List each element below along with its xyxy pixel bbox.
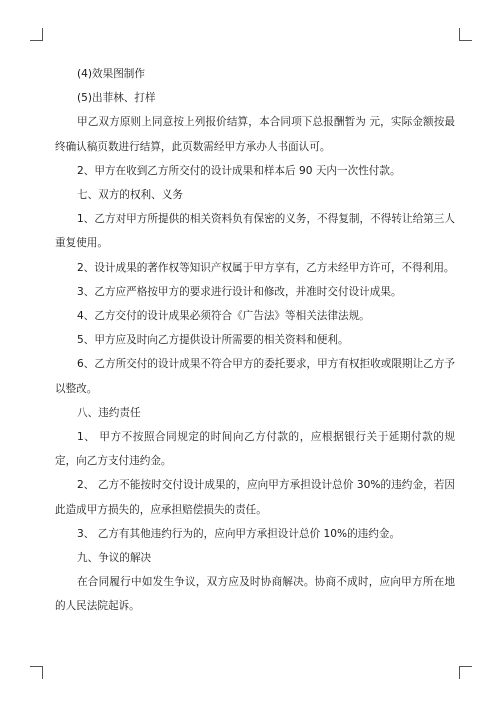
crop-mark-top-right — [459, 28, 472, 41]
crop-mark-bottom-left — [30, 666, 43, 679]
paragraph-item: 4、乙方交付的设计成果必须符合《广告法》等相关法律法规。 — [77, 310, 370, 323]
paragraph-item: 3、 乙方有其他违约行为的，应向甲方承担设计总价 10%的违约金。 — [77, 527, 401, 540]
crop-mark-top-left — [30, 28, 43, 41]
paragraph-item: 2、甲方在收到乙方所交付的设计成果和样本后 90 天内一次性付款。 — [77, 164, 401, 177]
paragraph-item: 2、 乙方不能按时交付设计成果的，应向甲方承担设计总价 30%的违约金，若因此造成甲方损失的，应承担赔偿损失的责任。 — [55, 479, 455, 516]
paragraph-item: (5)出菲林、打样 — [77, 92, 156, 105]
paragraph-item: 3、乙方应严格按甲方的要求进行设计和修改，并准时交付设计成果。 — [77, 285, 402, 298]
paragraph-item: 2、设计成果的著作权等知识产权属于甲方享有，乙方未经甲方许可，不得利用。 — [77, 261, 455, 274]
section-heading: 八、违约责任 — [77, 406, 141, 419]
paragraph-item: 1、 甲方不按照合同规定的时间向乙方付款的，应根据银行关于延期付款的规定，向乙方支付违约金。 — [55, 431, 455, 468]
section-heading: 七、双方的权利、义务 — [77, 189, 183, 202]
paragraph-item: 在合同履行中如发生争议，双方应及时协商解决。协商不成时，应向甲方所在地的人民法院起诉。 — [55, 576, 455, 613]
paragraph-item: 甲乙双方原则上同意按上列报价结算，本合同项下总报酬暂为 元，实际金额按最终确认稿页数进行结算，此页数需经甲方承办人书面认可。 — [55, 116, 455, 153]
paragraph-item: 6、乙方所交付的设计成果不符合甲方的委托要求，甲方有权拒收或限期让乙方予以整改。 — [55, 358, 455, 395]
crop-mark-bottom-right — [459, 666, 472, 679]
section-heading: 九、争议的解决 — [77, 552, 152, 565]
document-body — [55, 62, 455, 619]
paragraph-item: 1、乙方对甲方所提供的相关资料负有保密的义务，不得复制，不得转让给第三人重复使用。 — [55, 213, 455, 250]
paragraph-item: (4)效果图制作 — [77, 68, 145, 80]
paragraph-item: 5、甲方应及时向乙方提供设计所需要的相关资料和便利。 — [77, 334, 349, 347]
